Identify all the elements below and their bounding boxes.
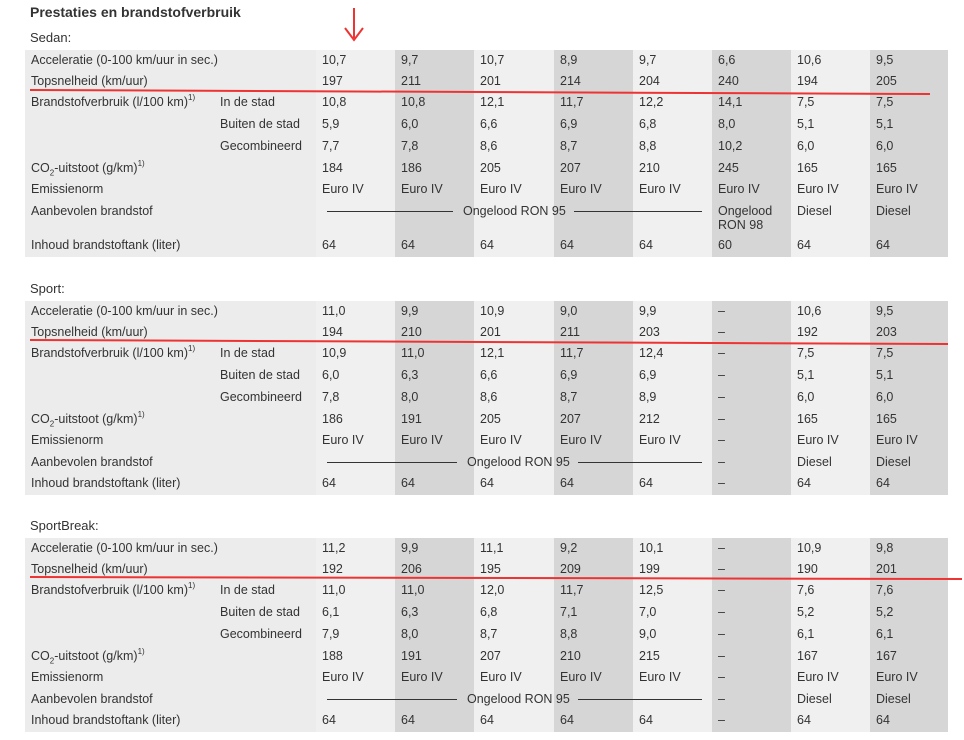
- value-cell: –: [712, 343, 791, 365]
- row-label-cell: [25, 538, 316, 559]
- value-cell: 5,9: [316, 114, 395, 136]
- value-cell: 165: [870, 158, 948, 179]
- row-label-cell: [25, 50, 316, 71]
- value-cell: 8,9: [554, 50, 633, 71]
- row-label-cell: Brandstofverbruik (l/100 km)$^{1)}$ In de stad: [25, 580, 316, 602]
- value-cell: 8,7: [554, 136, 633, 158]
- span-line-left: [327, 211, 453, 212]
- row-label-cell: [25, 387, 316, 409]
- fuel-span-text: Ongelood RON 95: [467, 692, 570, 706]
- table-row: [25, 201, 948, 235]
- value-cell: 6,1: [316, 602, 395, 624]
- value-cell: 188: [316, 646, 395, 667]
- value-cell: 7,6: [870, 580, 948, 602]
- row-sublabel: Gecombineerd: [220, 139, 302, 153]
- span-line-right: [578, 699, 702, 700]
- value-cell: 8,7: [474, 624, 554, 646]
- row-label: Brandstofverbruik (l/100 km): [31, 346, 189, 360]
- value-cell: 9,2: [554, 538, 633, 559]
- value-cell: –: [712, 559, 791, 580]
- value-cell: –: [712, 365, 791, 387]
- value-cell: 11,1: [474, 538, 554, 559]
- table-row: [25, 114, 948, 136]
- table-row: [25, 365, 948, 387]
- table-row: [25, 667, 948, 689]
- value-cell: Euro IV: [791, 667, 870, 689]
- table-row: [25, 710, 948, 732]
- value-cell: 5,1: [791, 365, 870, 387]
- spec-table: [25, 538, 948, 732]
- value-cell: 191: [395, 646, 474, 667]
- table-row: [25, 689, 948, 710]
- value-cell: 7,6: [791, 580, 870, 602]
- value-cell: 7,8: [316, 387, 395, 409]
- value-cell: 10,8: [395, 92, 474, 114]
- value-cell: 192: [791, 322, 870, 343]
- value-cell: 245: [712, 158, 791, 179]
- value-cell: 64: [395, 710, 474, 732]
- value-cell: 167: [870, 646, 948, 667]
- value-cell: –: [712, 301, 791, 322]
- value-cell: Euro IV: [712, 179, 791, 201]
- span-line-left: [327, 462, 457, 463]
- value-cell: Euro IV: [474, 667, 554, 689]
- row-label: Topsnelheid (km/uur): [31, 74, 148, 88]
- row-label: Inhoud brandstoftank (liter): [31, 713, 181, 727]
- value-cell: Euro IV: [554, 179, 633, 201]
- value-cell: 64: [395, 235, 474, 257]
- value-cell: –: [712, 387, 791, 409]
- value-cell: 190: [791, 559, 870, 580]
- value-cell: 9,9: [633, 301, 712, 322]
- row-sublabel: In de stad: [220, 583, 275, 597]
- row-label-cell: [25, 301, 316, 322]
- row-label: Aanbevolen brandstof: [31, 455, 153, 469]
- value-cell: 207: [554, 158, 633, 179]
- value-cell: Euro IV: [633, 667, 712, 689]
- value-cell: 7,7: [316, 136, 395, 158]
- value-cell: 205: [474, 158, 554, 179]
- row-sublabel: Buiten de stad: [220, 368, 300, 382]
- value-cell: 64: [791, 473, 870, 495]
- value-cell: 9,0: [633, 624, 712, 646]
- value-cell: 210: [395, 322, 474, 343]
- value-cell: 184: [316, 158, 395, 179]
- value-cell: 9,5: [870, 301, 948, 322]
- table-row: [25, 387, 948, 409]
- value-cell: 10,2: [712, 136, 791, 158]
- value-cell: Diesel: [791, 689, 870, 710]
- value-cell: 201: [474, 71, 554, 92]
- value-cell: Euro IV: [633, 179, 712, 201]
- value-cell: 5,1: [870, 114, 948, 136]
- value-cell: 7,9: [316, 624, 395, 646]
- value-cell: 64: [870, 235, 948, 257]
- row-label: Inhoud brandstoftank (liter): [31, 476, 181, 490]
- table-row: [25, 179, 948, 201]
- row-label: Aanbevolen brandstof: [31, 204, 153, 218]
- value-cell: 201: [474, 322, 554, 343]
- row-label: Inhoud brandstoftank (liter): [31, 238, 181, 252]
- value-cell: 194: [791, 71, 870, 92]
- row-label: Emissienorm: [31, 670, 104, 684]
- value-cell: 5,2: [791, 602, 870, 624]
- value-cell: Euro IV: [316, 667, 395, 689]
- row-label: Brandstofverbruik (l/100 km): [31, 583, 189, 597]
- value-cell: 192: [316, 559, 395, 580]
- row-label-cell: [25, 646, 316, 667]
- table-row: [25, 50, 948, 71]
- value-cell: 212: [633, 409, 712, 430]
- span-line-right: [574, 211, 702, 212]
- value-cell: 10,7: [474, 50, 554, 71]
- row-label-cell: [25, 158, 316, 179]
- row-label-cell: [25, 624, 316, 646]
- row-label-cell: [25, 452, 316, 473]
- row-sublabel: Buiten de stad: [220, 117, 300, 131]
- value-cell: Diesel: [870, 689, 948, 710]
- value-cell: –: [712, 667, 791, 689]
- value-cell: 210: [633, 158, 712, 179]
- value-cell: –: [712, 624, 791, 646]
- row-label: Aanbevolen brandstof: [31, 692, 153, 706]
- value-cell: 64: [316, 710, 395, 732]
- row-label-cell: [25, 136, 316, 158]
- row-label: Topsnelheid (km/uur): [31, 562, 148, 576]
- span-line-left: [327, 699, 457, 700]
- value-cell: 240: [712, 71, 791, 92]
- value-cell: 6,1: [791, 624, 870, 646]
- value-cell: 11,7: [554, 580, 633, 602]
- value-cell: –: [712, 430, 791, 452]
- spec-table: [25, 50, 948, 257]
- value-cell: 60: [712, 235, 791, 257]
- table-row: [25, 624, 948, 646]
- table-row: [25, 452, 948, 473]
- value-cell: 7,5: [791, 92, 870, 114]
- row-label: Brandstofverbruik (l/100 km): [31, 95, 189, 109]
- value-cell: 11,0: [316, 580, 395, 602]
- value-cell: 165: [870, 409, 948, 430]
- value-cell: 5,1: [870, 365, 948, 387]
- row-sublabel: Gecombineerd: [220, 390, 302, 404]
- row-label: Acceleratie (0-100 km/uur in sec.): [31, 304, 218, 318]
- value-cell: Ongelood RON 98: [712, 201, 791, 235]
- row-label-cell: [25, 114, 316, 136]
- value-cell: 12,1: [474, 92, 554, 114]
- value-cell: 11,0: [316, 301, 395, 322]
- value-cell: 8,8: [633, 136, 712, 158]
- value-cell: 12,0: [474, 580, 554, 602]
- row-sublabel: Gecombineerd: [220, 627, 302, 641]
- page-title: Prestaties en brandstofverbruik: [30, 4, 241, 20]
- value-cell: 64: [554, 710, 633, 732]
- value-cell: 64: [870, 710, 948, 732]
- value-cell: 64: [791, 235, 870, 257]
- value-cell: 195: [474, 559, 554, 580]
- value-cell: 7,1: [554, 602, 633, 624]
- value-cell: Euro IV: [870, 430, 948, 452]
- value-cell: 215: [633, 646, 712, 667]
- table-row: [25, 158, 948, 179]
- value-cell: 11,2: [316, 538, 395, 559]
- value-cell: 214: [554, 71, 633, 92]
- value-cell: –: [712, 689, 791, 710]
- table-row: [25, 473, 948, 495]
- row-label-cell: [25, 201, 316, 235]
- span-line-right: [578, 462, 702, 463]
- table-row: [25, 646, 948, 667]
- value-cell: 6,1: [870, 624, 948, 646]
- value-cell: 9,9: [395, 538, 474, 559]
- value-cell: Euro IV: [395, 667, 474, 689]
- value-cell: 12,2: [633, 92, 712, 114]
- row-label: Emissienorm: [31, 433, 104, 447]
- row-label-cell: [25, 365, 316, 387]
- value-cell: 6,0: [870, 387, 948, 409]
- value-cell: [633, 201, 712, 235]
- value-cell: 194: [316, 322, 395, 343]
- value-cell: 8,6: [474, 136, 554, 158]
- value-cell: 64: [633, 473, 712, 495]
- value-cell: 6,6: [712, 50, 791, 71]
- value-cell: 64: [474, 473, 554, 495]
- value-cell: 64: [395, 473, 474, 495]
- row-label: $CO_2$-uitstoot $(g/km)^{1)}$: [31, 159, 145, 178]
- value-cell: –: [712, 538, 791, 559]
- value-cell: 6,0: [316, 365, 395, 387]
- spec-table: [25, 301, 948, 495]
- value-cell: –: [712, 452, 791, 473]
- value-cell: 12,5: [633, 580, 712, 602]
- value-cell: Diesel: [870, 201, 948, 235]
- row-label-cell: [25, 689, 316, 710]
- table-row: [25, 602, 948, 624]
- value-cell: 8,6: [474, 387, 554, 409]
- value-cell: –: [712, 322, 791, 343]
- value-cell: 6,8: [474, 602, 554, 624]
- value-cell: Euro IV: [870, 667, 948, 689]
- value-cell: 197: [316, 71, 395, 92]
- value-cell: 204: [633, 71, 712, 92]
- value-cell: 6,0: [870, 136, 948, 158]
- value-cell: 203: [633, 322, 712, 343]
- value-cell: 8,0: [395, 624, 474, 646]
- row-sublabel: In de stad: [220, 346, 275, 360]
- value-cell: 10,9: [316, 343, 395, 365]
- value-cell: 7,0: [633, 602, 712, 624]
- value-cell: 165: [791, 409, 870, 430]
- value-cell: 11,0: [395, 343, 474, 365]
- red-arrow-annotation: [342, 8, 366, 44]
- value-cell: 6,0: [791, 136, 870, 158]
- row-label-cell: [25, 473, 316, 495]
- value-cell: 165: [791, 158, 870, 179]
- value-cell: 64: [870, 473, 948, 495]
- value-cell: 64: [474, 235, 554, 257]
- value-cell: 209: [554, 559, 633, 580]
- value-cell: Euro IV: [474, 430, 554, 452]
- value-cell: 6,8: [633, 114, 712, 136]
- value-cell: Euro IV: [395, 179, 474, 201]
- value-cell: 10,6: [791, 301, 870, 322]
- value-cell: 6,9: [554, 365, 633, 387]
- value-cell: Euro IV: [474, 179, 554, 201]
- value-cell: Euro IV: [554, 430, 633, 452]
- row-label-cell: [25, 179, 316, 201]
- value-cell: 186: [395, 158, 474, 179]
- value-cell: 6,6: [474, 365, 554, 387]
- table-row: [25, 92, 948, 114]
- value-cell: 64: [554, 473, 633, 495]
- row-label-cell: [25, 710, 316, 732]
- value-cell: 8,0: [712, 114, 791, 136]
- value-cell: 206: [395, 559, 474, 580]
- row-label-cell: Brandstofverbruik (l/100 km)$^{1)}$ In de stad: [25, 343, 316, 365]
- value-cell: 6,6: [474, 114, 554, 136]
- value-cell: 11,7: [554, 343, 633, 365]
- value-cell: 10,9: [474, 301, 554, 322]
- value-cell: 207: [474, 646, 554, 667]
- value-cell: Euro IV: [791, 179, 870, 201]
- value-cell: –: [712, 409, 791, 430]
- value-cell: 8,0: [395, 387, 474, 409]
- row-sublabel: In de stad: [220, 95, 275, 109]
- row-label: Emissienorm: [31, 182, 104, 196]
- value-cell: 6,3: [395, 365, 474, 387]
- value-cell: Diesel: [791, 201, 870, 235]
- value-cell: 211: [395, 71, 474, 92]
- value-cell: 8,9: [633, 387, 712, 409]
- table-row: [25, 343, 948, 365]
- table-row: [25, 136, 948, 158]
- value-cell: 6,9: [633, 365, 712, 387]
- row-label-cell: [25, 235, 316, 257]
- value-cell: –: [712, 473, 791, 495]
- value-cell: 64: [554, 235, 633, 257]
- section-title: Sedan:: [30, 30, 72, 45]
- value-cell: Euro IV: [633, 430, 712, 452]
- value-cell: 12,4: [633, 343, 712, 365]
- value-cell: 14,1: [712, 92, 791, 114]
- value-cell: 5,2: [870, 602, 948, 624]
- value-cell: 201: [870, 559, 948, 580]
- value-cell: 64: [633, 235, 712, 257]
- value-cell: 6,3: [395, 602, 474, 624]
- row-label-cell: [25, 602, 316, 624]
- row-label: $CO_2$-uitstoot $(g/km)^{1)}$: [31, 410, 145, 429]
- fuel-span-text: Ongelood RON 95: [467, 455, 570, 469]
- value-cell: 10,6: [791, 50, 870, 71]
- value-cell: 7,5: [791, 343, 870, 365]
- row-label-cell: [25, 409, 316, 430]
- row-label: Topsnelheid (km/uur): [31, 325, 148, 339]
- value-cell: 11,7: [554, 92, 633, 114]
- value-cell: –: [712, 646, 791, 667]
- value-cell: 205: [474, 409, 554, 430]
- value-cell: Euro IV: [316, 430, 395, 452]
- value-cell: 203: [870, 322, 948, 343]
- value-cell: 9,8: [870, 538, 948, 559]
- table-row: [25, 538, 948, 559]
- value-cell: 11,0: [395, 580, 474, 602]
- value-cell: 10,9: [791, 538, 870, 559]
- value-cell: 7,8: [395, 136, 474, 158]
- value-cell: 64: [633, 710, 712, 732]
- value-cell: 64: [316, 235, 395, 257]
- row-sublabel: Buiten de stad: [220, 605, 300, 619]
- table-row: [25, 580, 948, 602]
- value-cell: –: [712, 710, 791, 732]
- value-cell: 167: [791, 646, 870, 667]
- value-cell: 210: [554, 646, 633, 667]
- value-cell: 9,9: [395, 301, 474, 322]
- table-row: [25, 409, 948, 430]
- value-cell: 6,0: [791, 387, 870, 409]
- value-cell: Euro IV: [395, 430, 474, 452]
- fuel-span-text: Ongelood RON 95: [463, 204, 566, 218]
- value-cell: Euro IV: [554, 667, 633, 689]
- value-cell: Euro IV: [791, 430, 870, 452]
- value-cell: 186: [316, 409, 395, 430]
- value-cell: 7,5: [870, 92, 948, 114]
- value-cell: –: [712, 580, 791, 602]
- value-cell: 64: [791, 710, 870, 732]
- value-cell: 5,1: [791, 114, 870, 136]
- value-cell: –: [712, 602, 791, 624]
- value-cell: Euro IV: [316, 179, 395, 201]
- row-label: Acceleratie (0-100 km/uur in sec.): [31, 541, 218, 555]
- value-cell: 191: [395, 409, 474, 430]
- value-cell: 12,1: [474, 343, 554, 365]
- value-cell: 207: [554, 409, 633, 430]
- value-cell: 10,7: [316, 50, 395, 71]
- value-cell: 8,7: [554, 387, 633, 409]
- value-cell: 9,5: [870, 50, 948, 71]
- value-cell: 10,1: [633, 538, 712, 559]
- value-cell: 8,8: [554, 624, 633, 646]
- value-cell: 199: [633, 559, 712, 580]
- value-cell: [316, 201, 395, 235]
- value-cell: 211: [554, 322, 633, 343]
- row-label-cell: [25, 430, 316, 452]
- value-cell: Diesel: [870, 452, 948, 473]
- value-cell: 10,8: [316, 92, 395, 114]
- value-cell: 9,7: [633, 50, 712, 71]
- row-label-cell: [25, 667, 316, 689]
- value-cell: Diesel: [791, 452, 870, 473]
- table-row: [25, 235, 948, 257]
- value-cell: 64: [474, 710, 554, 732]
- value-cell: Euro IV: [870, 179, 948, 201]
- value-cell: 6,9: [554, 114, 633, 136]
- value-cell: 6,0: [395, 114, 474, 136]
- table-row: [25, 301, 948, 322]
- value-cell: 7,5: [870, 343, 948, 365]
- table-row: [25, 430, 948, 452]
- row-label: $CO_2$-uitstoot $(g/km)^{1)}$: [31, 647, 145, 666]
- row-label: Acceleratie (0-100 km/uur in sec.): [31, 53, 218, 67]
- value-cell: 64: [316, 473, 395, 495]
- value-cell: 205: [870, 71, 948, 92]
- section-title: SportBreak:: [30, 518, 99, 533]
- value-cell: 9,7: [395, 50, 474, 71]
- section-title: Sport:: [30, 281, 65, 296]
- value-cell: 9,0: [554, 301, 633, 322]
- row-label-cell: Brandstofverbruik (l/100 km)$^{1)}$ In de stad: [25, 92, 316, 114]
